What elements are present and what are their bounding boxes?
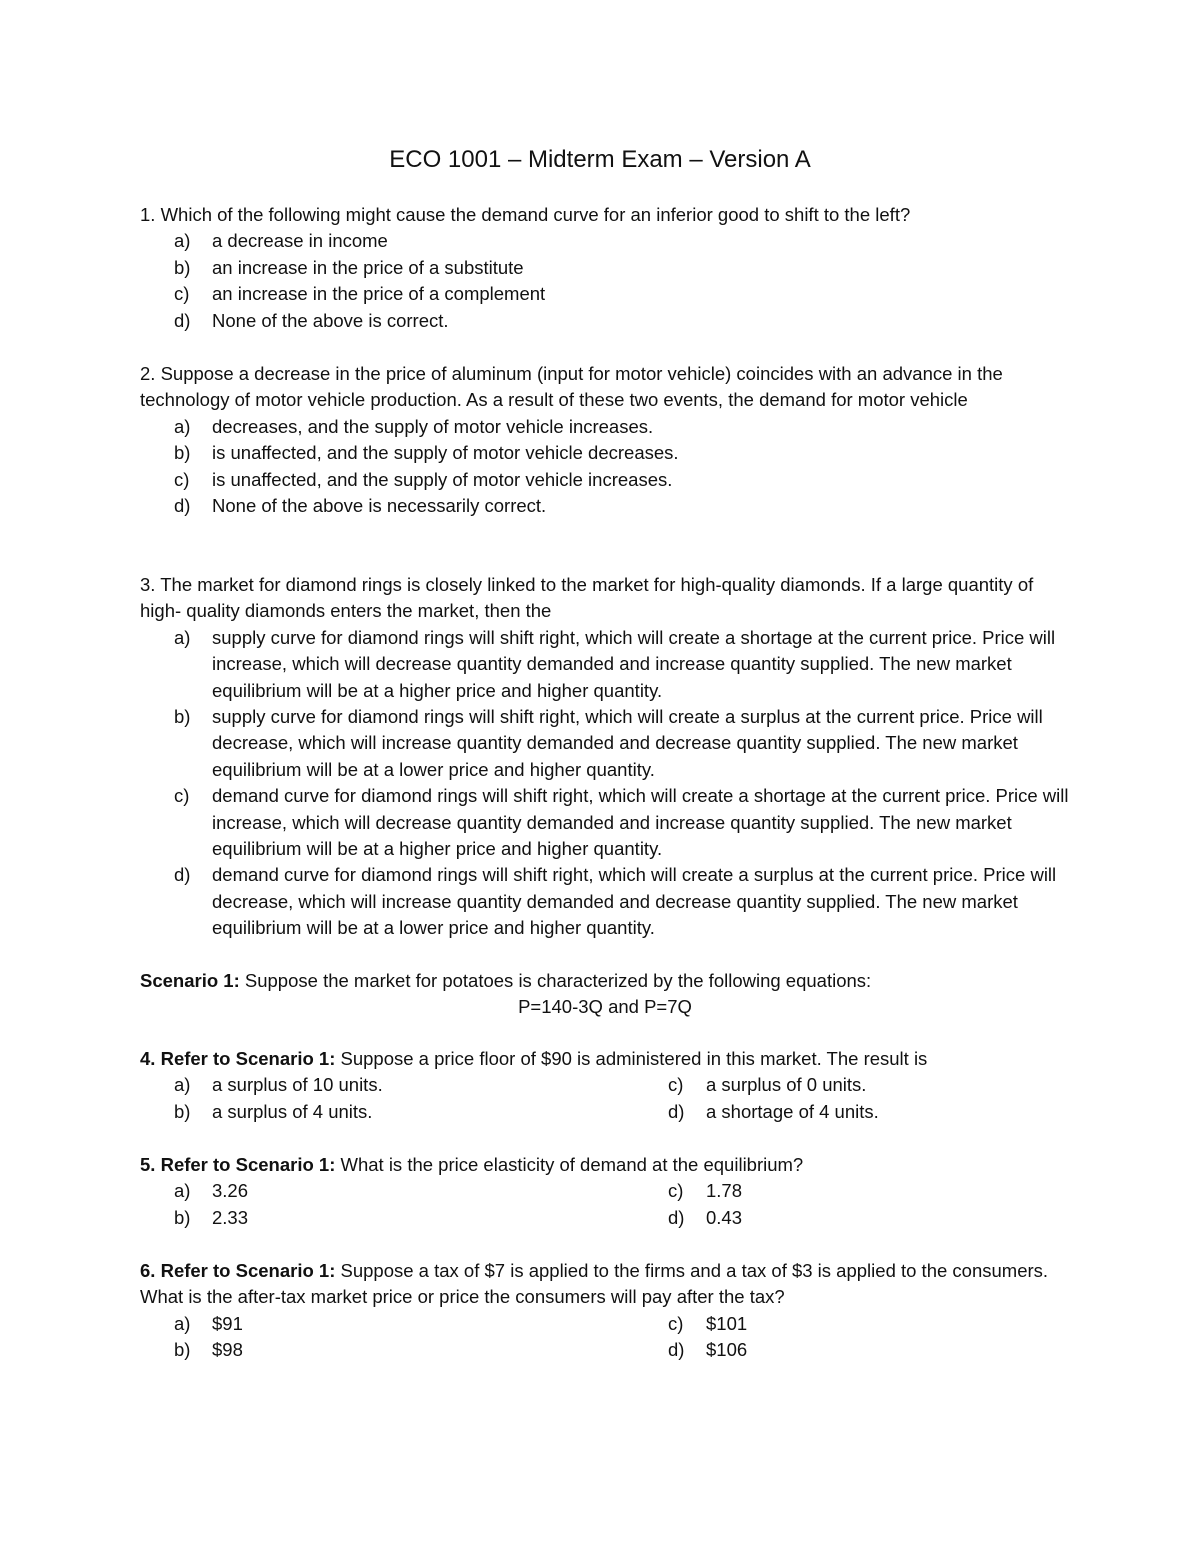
- scenario-reference: Refer to Scenario 1:: [160, 1048, 336, 1069]
- option-label: c): [174, 785, 190, 807]
- scenario-label: Scenario 1:: [140, 970, 240, 991]
- option-text: $106: [706, 1339, 748, 1361]
- option-a: [140, 1178, 634, 1204]
- question-4: [140, 1046, 1070, 1125]
- option-label: b): [174, 1339, 191, 1361]
- question-number: 1.: [140, 204, 156, 225]
- option-d: [140, 308, 1070, 334]
- option-a: [140, 1311, 634, 1337]
- question-1: [140, 202, 1070, 334]
- option-text: 0.43: [706, 1206, 743, 1228]
- scenario-description: Suppose the market for potatoes is characterized by the following equations:: [239, 970, 872, 991]
- option-c: [140, 281, 1070, 307]
- option-text: a surplus of 0 units.: [706, 1074, 867, 1096]
- option-label: b): [174, 706, 191, 728]
- option-text: demand curve for diamond rings will shift right, which will create a surplus at the current price. Price will decrease, which will increase quantity demanded and decrease quantity supplied. The new market equilibrium will be at a lower price and higher quantity.: [212, 864, 1057, 939]
- option-text: 2.33: [212, 1206, 249, 1228]
- question-4-stem: [140, 1046, 1070, 1072]
- question-number: 6.: [140, 1260, 156, 1281]
- scenario-text: [140, 968, 1070, 994]
- option-label: c): [174, 283, 190, 305]
- question-text: Suppose a tax of $7 is applied to the firms and a tax of $3 is applied to the consumers. What is the after-tax market price or price the consumers will pay after the tax?: [140, 1260, 1054, 1308]
- option-label: b): [174, 1206, 191, 1228]
- question-1-stem: [140, 202, 1070, 228]
- option-text: supply curve for diamond rings will shift right, which will create a surplus at the current price. Price will decrease, which will increase quantity demanded and decrease quantity supplied. The new market equilibrium will be at a lower price and higher quantity.: [212, 706, 1043, 780]
- question-text: The market for diamond rings is closely linked to the market for high-quality diamonds. If a large quantity of high- quality diamonds enters the market, then the: [140, 574, 1039, 622]
- question-5-options: [140, 1178, 1070, 1231]
- option-text: $101: [706, 1312, 748, 1334]
- option-d: [140, 862, 1070, 941]
- option-b: [140, 440, 1070, 466]
- scenario-reference: Refer to Scenario 1:: [160, 1260, 336, 1281]
- option-label: d): [174, 495, 191, 517]
- question-4-options: [140, 1072, 1070, 1125]
- option-b: [140, 1099, 634, 1125]
- option-label: a): [174, 1312, 191, 1334]
- option-label: b): [174, 1100, 191, 1122]
- option-a: [140, 414, 1070, 440]
- option-label: a): [174, 1074, 191, 1096]
- option-text: 3.26: [212, 1180, 249, 1202]
- option-label: a): [174, 230, 191, 252]
- option-text: $98: [212, 1339, 243, 1361]
- option-a: [140, 228, 1070, 254]
- question-number: 4.: [140, 1048, 156, 1069]
- option-label: c): [668, 1180, 684, 1202]
- question-text: What is the price elasticity of demand at the equilibrium?: [335, 1154, 804, 1175]
- question-text: Suppose a decrease in the price of aluminum (input for motor vehicle) coincides with an advance in the technology of motor vehicle production. As a result of these two events, the demand for motor vehicle: [140, 363, 1008, 411]
- question-6: [140, 1258, 1070, 1364]
- page-title: ECO 1001 – Midterm Exam – Version A: [389, 146, 811, 173]
- option-text: is unaffected, and the supply of motor vehicle decreases.: [212, 442, 679, 464]
- scenario-1: [140, 968, 1070, 1021]
- option-d: [634, 1099, 1054, 1125]
- option-label: a): [174, 415, 191, 437]
- question-1-options: [140, 228, 1070, 334]
- question-3-options: [140, 625, 1070, 942]
- question-2-options: [140, 414, 1070, 520]
- option-c: [140, 783, 1070, 862]
- option-b: [140, 704, 1070, 783]
- option-b: [140, 1337, 634, 1363]
- option-a: [140, 1072, 634, 1098]
- question-2-stem: [140, 361, 1070, 414]
- option-label: c): [174, 468, 190, 490]
- option-label: d): [668, 1339, 685, 1361]
- option-label: a): [174, 626, 191, 648]
- question-text: Which of the following might cause the demand curve for an inferior good to shift to the left?: [155, 204, 911, 225]
- option-label: d): [668, 1100, 685, 1122]
- option-d: [140, 493, 1070, 519]
- option-text: a surplus of 10 units.: [212, 1074, 383, 1096]
- option-text: a surplus of 4 units.: [212, 1100, 373, 1122]
- option-label: d): [174, 309, 191, 331]
- question-number: 5.: [140, 1154, 156, 1175]
- option-text: an increase in the price of a substitute: [212, 256, 524, 278]
- question-3: [140, 572, 1070, 942]
- option-text: 1.78: [706, 1180, 743, 1202]
- option-text: a decrease in income: [212, 230, 388, 252]
- option-b: [140, 1205, 634, 1231]
- option-text: supply curve for diamond rings will shift right, which will create a shortage at the current price. Price will increase, which will decrease quantity demanded and increase quantity supplied. The new market equilibrium will be at a higher price and higher quantity.: [212, 626, 1056, 701]
- option-label: d): [668, 1206, 685, 1228]
- question-2: [140, 361, 1070, 519]
- question-6-stem: [140, 1258, 1070, 1311]
- option-label: b): [174, 256, 191, 278]
- option-c: [140, 467, 1070, 493]
- option-b: [140, 255, 1070, 281]
- question-number: 2.: [140, 363, 156, 384]
- option-c: [634, 1178, 1054, 1204]
- option-d: [634, 1337, 1054, 1363]
- question-6-options: [140, 1311, 1070, 1364]
- option-text: None of the above is necessarily correct.: [212, 495, 547, 517]
- option-label: b): [174, 442, 191, 464]
- option-d: [634, 1205, 1054, 1231]
- question-number: 3.: [140, 574, 156, 595]
- question-5: [140, 1152, 1070, 1231]
- option-c: [634, 1072, 1054, 1098]
- option-label: a): [174, 1180, 191, 1202]
- option-text: $91: [212, 1312, 243, 1334]
- option-text: demand curve for diamond rings will shift right, which will create a shortage at the current price. Price will increase, which will decrease quantity demanded and increase quantity supplied. The new market equilibrium will be at a higher price and higher quantity.: [212, 785, 1069, 860]
- option-label: d): [174, 864, 191, 886]
- question-5-stem: [140, 1152, 1070, 1178]
- option-c: [634, 1311, 1054, 1337]
- option-a: [140, 625, 1070, 704]
- option-label: c): [668, 1074, 684, 1096]
- option-text: None of the above is correct.: [212, 309, 449, 331]
- scenario-equations: P=140-3Q and P=7Q: [518, 996, 692, 1018]
- question-3-stem: [140, 572, 1070, 625]
- option-text: is unaffected, and the supply of motor vehicle increases.: [212, 468, 673, 490]
- option-label: c): [668, 1312, 684, 1334]
- option-text: an increase in the price of a complement: [212, 283, 546, 305]
- scenario-reference: Refer to Scenario 1:: [160, 1154, 336, 1175]
- option-text: a shortage of 4 units.: [706, 1100, 879, 1122]
- option-text: decreases, and the supply of motor vehicle increases.: [212, 415, 654, 437]
- question-text: Suppose a price floor of $90 is administered in this market. The result is: [335, 1048, 928, 1069]
